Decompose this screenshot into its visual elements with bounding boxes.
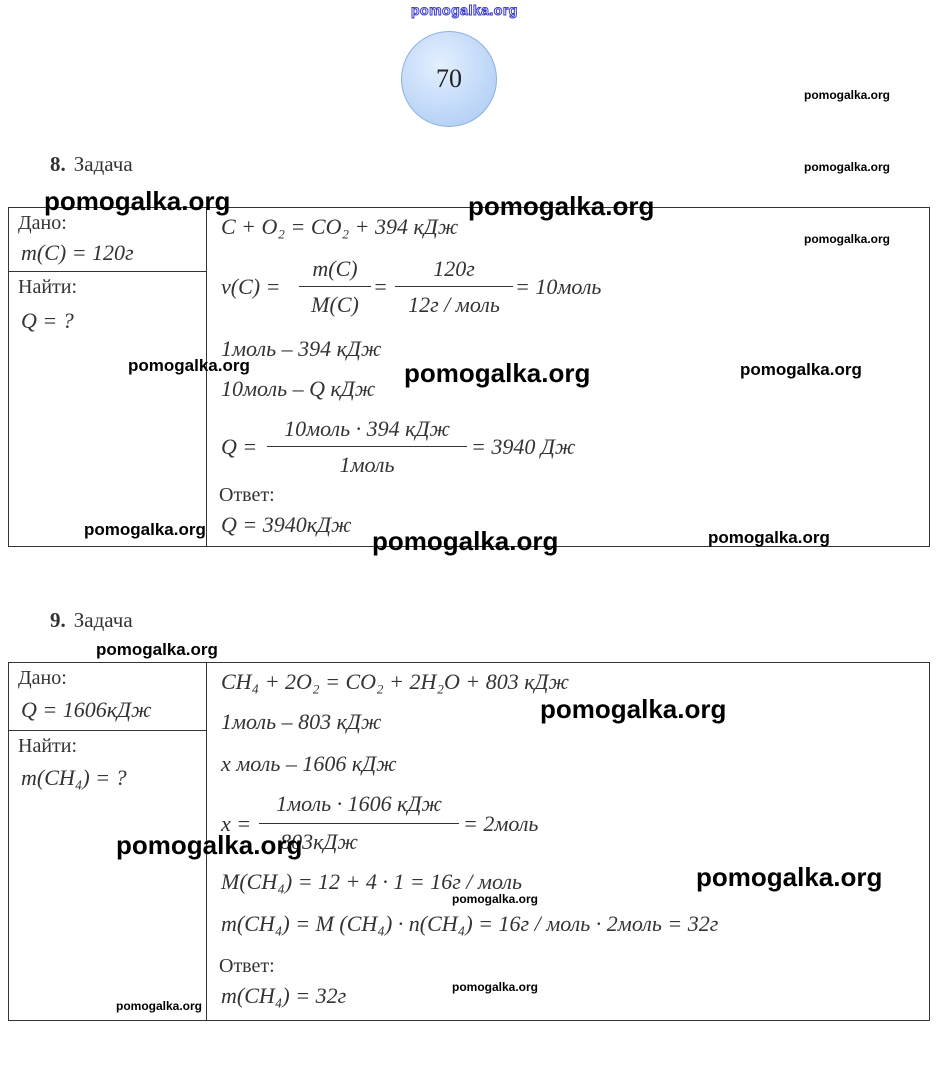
task8-answer-label: Ответ: bbox=[219, 484, 275, 506]
watermark: pomogalka.org bbox=[44, 186, 231, 216]
task9-x-numerator: 1моль · 1606 кДж bbox=[276, 791, 442, 816]
watermark: pomogalka.org bbox=[96, 640, 218, 659]
task9-answer-value: m(CH₄) = 32г bbox=[221, 983, 347, 1008]
task8-fraction-bar bbox=[395, 286, 513, 287]
page-number: 70 bbox=[436, 64, 462, 93]
task8-number: 8. bbox=[50, 152, 66, 176]
watermark: pomogalka.org bbox=[468, 191, 655, 221]
watermark: pomogalka.org bbox=[116, 830, 303, 860]
task8-q-denominator: 1моль bbox=[339, 452, 395, 477]
task9-heading bbox=[50, 608, 133, 633]
task8-given-box bbox=[9, 208, 206, 272]
task8-nu-numerator2: 120г bbox=[433, 256, 475, 281]
task9-fraction-bar bbox=[259, 823, 459, 824]
watermark: pomogalka.org bbox=[696, 862, 883, 892]
task9-given-label: Дано: bbox=[18, 667, 67, 689]
task8-fraction-bar bbox=[299, 286, 371, 287]
task8-q-numerator: 10моль · 394 кДж bbox=[284, 416, 450, 441]
page-number-badge bbox=[401, 31, 497, 127]
task8-find-value: Q = ? bbox=[21, 308, 74, 333]
task9-proportion-line2: x моль – 1606 кДж bbox=[221, 751, 397, 776]
task8-reaction-equation: C + O₂ = CO₂ + 394 кДж bbox=[221, 214, 459, 239]
watermark: pomogalka.org bbox=[404, 358, 591, 388]
task8-given-value: m(C) = 120г bbox=[21, 240, 134, 265]
task9-given-box bbox=[9, 663, 206, 731]
task8-proportion-line2: 10моль – Q кДж bbox=[221, 376, 376, 401]
task9-find-label: Найти: bbox=[18, 735, 78, 757]
task8-answer-value: Q = 3940кДж bbox=[221, 512, 352, 537]
top-watermark: pomogalka.org bbox=[411, 2, 518, 18]
task9-x-denominator: 803кДж bbox=[280, 829, 358, 854]
task8-q-result: = 3940 Дж bbox=[471, 434, 576, 459]
task9-x-lhs: x = bbox=[221, 811, 252, 836]
watermark: pomogalka.org bbox=[540, 694, 727, 724]
watermark: pomogalka.org bbox=[452, 980, 539, 994]
task9-answer-label: Ответ: bbox=[219, 955, 275, 977]
task8-given-label: Дано: bbox=[18, 212, 67, 234]
task8-nu-denominator2: 12г / моль bbox=[408, 292, 500, 317]
task9-x-result: = 2моль bbox=[463, 811, 539, 836]
task9-given-value: Q = 1606кДж bbox=[21, 697, 152, 722]
task8-proportion-line1: 1моль – 394 кДж bbox=[221, 336, 382, 361]
watermark: pomogalka.org bbox=[740, 360, 862, 379]
task9-reaction-equation: CH₄ + 2O₂ = CO₂ + 2H₂O + 803 кДж bbox=[221, 669, 570, 694]
task8-title: Задача bbox=[73, 152, 133, 176]
task8-nu-lhs: ν(C) = bbox=[221, 274, 281, 299]
task8-equals: = bbox=[373, 274, 388, 299]
task8-heading bbox=[50, 152, 133, 177]
watermark: pomogalka.org bbox=[804, 232, 891, 246]
task9-number: 9. bbox=[50, 608, 66, 632]
task8-q-lhs: Q = bbox=[221, 434, 258, 459]
watermark: pomogalka.org bbox=[84, 520, 206, 539]
task8-left-column bbox=[9, 208, 207, 546]
watermark: pomogalka.org bbox=[804, 88, 891, 102]
task9-molar-mass: M(CH₄) = 12 + 4 · 1 = 16г / моль bbox=[221, 869, 523, 894]
task8-find-label: Найти: bbox=[18, 276, 78, 298]
watermark: pomogalka.org bbox=[708, 528, 830, 547]
task9-proportion-line1: 1моль – 803 кДж bbox=[221, 709, 382, 734]
task9-title: Задача bbox=[73, 608, 133, 632]
task8-fraction-bar bbox=[267, 446, 467, 447]
watermark: pomogalka.org bbox=[116, 999, 203, 1013]
watermark: pomogalka.org bbox=[128, 356, 250, 375]
task8-nu-result: = 10моль bbox=[515, 274, 602, 299]
watermark: pomogalka.org bbox=[452, 892, 539, 906]
task9-mass-calculation: m(CH₄) = M (CH₄) · n(CH₄) = 16г / моль · 2моль = 32г bbox=[221, 911, 719, 936]
watermark: pomogalka.org bbox=[804, 160, 891, 174]
task9-find-value: m(CH₄) = ? bbox=[21, 765, 127, 790]
watermark: pomogalka.org bbox=[372, 526, 559, 556]
task8-nu-numerator1: m(C) bbox=[312, 256, 358, 281]
task8-nu-denominator1: M(C) bbox=[311, 292, 359, 317]
